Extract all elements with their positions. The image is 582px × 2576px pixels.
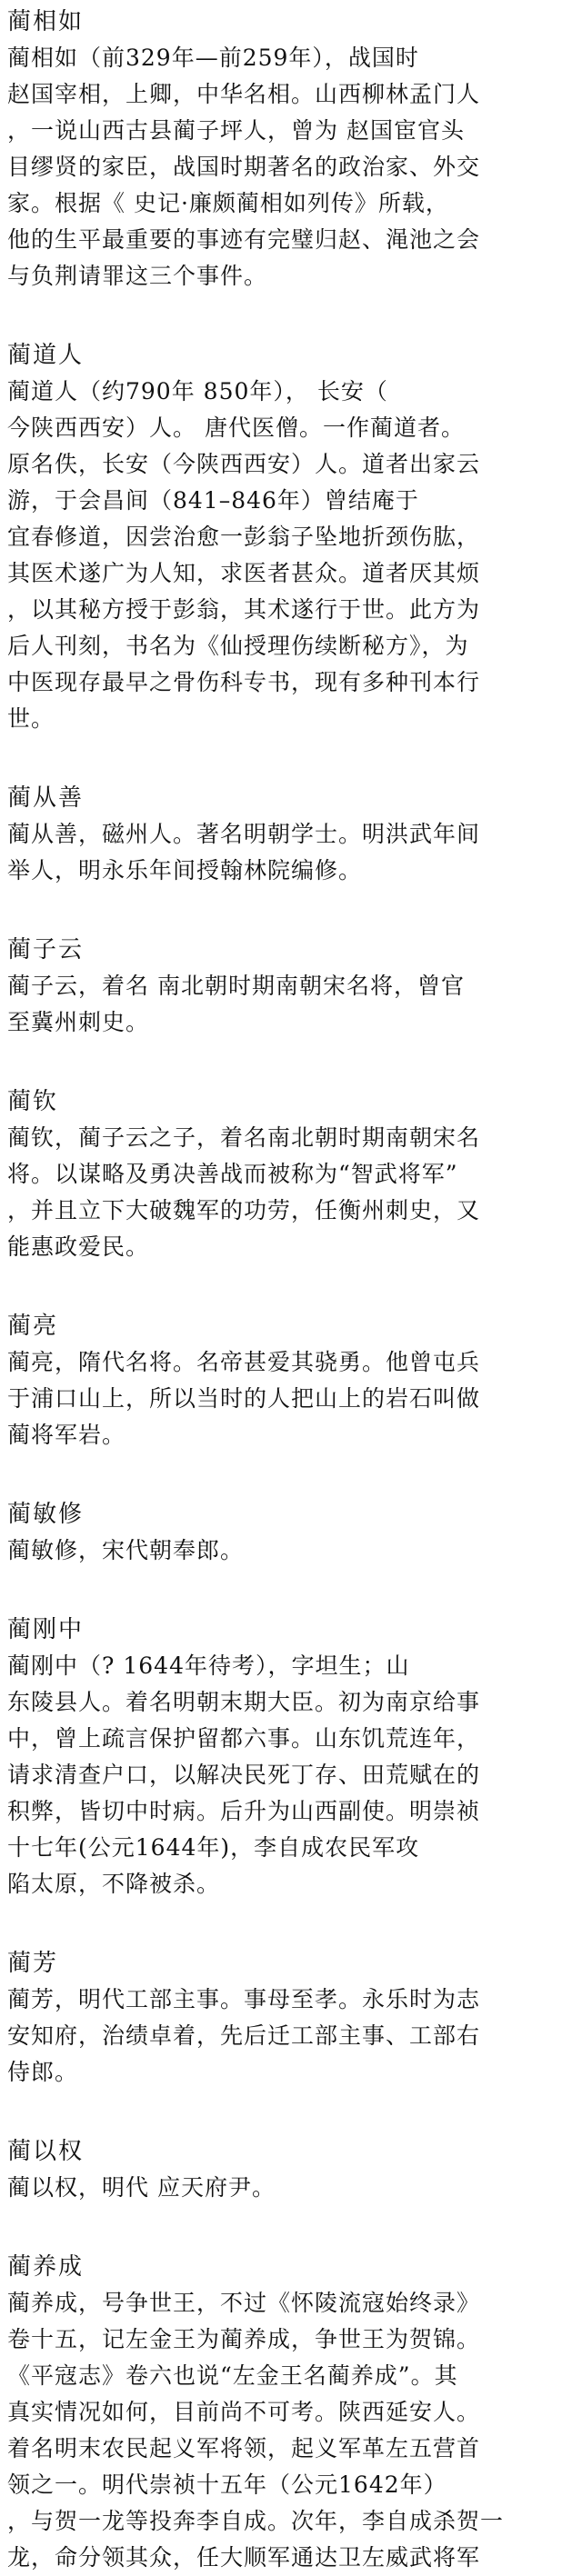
biography-entry bbox=[7, 780, 575, 889]
entry-text-line: 原名佚，长安（今陕西西安）人。道者出家云 bbox=[7, 451, 481, 477]
entry-text-line: 蔺钦，蔺子云之子，着名南北朝时期南朝宋名 bbox=[7, 1124, 481, 1151]
entry-title: 蔺相如 bbox=[7, 8, 85, 35]
entry-body bbox=[7, 968, 575, 1041]
entry-text-line: 领之一。明代崇祯十五年（公元1642年） bbox=[7, 2471, 447, 2498]
entry-text-line: 蔺相如（前329年—前259年），战国时 bbox=[7, 45, 419, 71]
entry-text-line: 至冀州刺史。 bbox=[7, 1009, 150, 1035]
entry-text-line: 蔺从善，磁州人。著名明朝学士。明洪武年间 bbox=[7, 821, 481, 847]
entry-text-line: 《平寇志》卷六也说“左金王名蔺养成”。其 bbox=[7, 2362, 458, 2389]
entry-text-line: 蔺亮，隋代名将。名帝甚爱其骁勇。他曾屯兵 bbox=[7, 1349, 481, 1375]
entry-body bbox=[7, 1344, 575, 1453]
entry-title: 蔺钦 bbox=[7, 1088, 59, 1115]
entry-text-line: 真实情况如何，目前尚不可考。陕西延安人。 bbox=[7, 2399, 481, 2425]
entry-text-line: 龙，命分领其众，任大顺军通达卫左威武将军 bbox=[7, 2544, 481, 2571]
entry-text-line: 其医术遂广为人知，求医者甚众。道者厌其烦 bbox=[7, 560, 481, 586]
biography-entry bbox=[7, 4, 575, 295]
entry-text-line: 请求清查户口，以解决民死丁存、田荒赋在的 bbox=[7, 1762, 481, 1788]
biography-entry bbox=[7, 1945, 575, 2091]
entry-title: 蔺子云 bbox=[7, 936, 85, 964]
entry-text-line: ，并且立下大破魏军的功劳，任衡州刺史，又 bbox=[7, 1197, 481, 1223]
entry-text-line: 能惠政爱民。 bbox=[7, 1233, 150, 1260]
entry-text-line: 中医现存最早之骨伤科专书，现有多种刊本行 bbox=[7, 669, 481, 695]
entry-text-line: 陷太原，不降被杀。 bbox=[7, 1871, 221, 1897]
entry-text-line: 积弊，皆切中时病。后升为山西副使。明崇祯 bbox=[7, 1798, 481, 1824]
entry-title: 蔺以权 bbox=[7, 2138, 85, 2165]
entry-body bbox=[7, 1982, 575, 2091]
biography-entry bbox=[7, 1308, 575, 1453]
entry-text-line: 将。以谋略及勇决善战而被称为“智武将军” bbox=[7, 1161, 458, 1187]
biography-entry bbox=[7, 337, 575, 737]
entry-text-line: 十七年(公元1644年)，李自成农民军攻 bbox=[7, 1834, 420, 1861]
entry-body bbox=[7, 1648, 575, 1902]
entry-text-line: 东陵县人。着名明朝末期大臣。初为南京给事 bbox=[7, 1689, 481, 1715]
entry-text-line: 世。 bbox=[7, 705, 55, 732]
entry-text-line: ，与贺一龙等投奔李自成。次年，李自成杀贺一 bbox=[7, 2508, 505, 2534]
entry-text-line: 蔺刚中（? 1644年待考），字坦生；山 bbox=[7, 1652, 410, 1679]
entry-text-line: 侍郎。 bbox=[7, 2059, 79, 2085]
entry-body bbox=[7, 1120, 575, 1265]
entry-title: 蔺道人 bbox=[7, 342, 85, 369]
entry-text-line: 赵国宰相，上卿，中华名相。山西柳林孟门人 bbox=[7, 81, 481, 107]
entry-text-line: 他的生平最重要的事迹有完璧归赵、渑池之会 bbox=[7, 226, 481, 253]
entry-text-line: 中，曾上疏言保护留都六事。山东饥荒连年， bbox=[7, 1725, 481, 1752]
entry-text-line: 家。根据《 史记·廉颇蔺相如列传》所载， bbox=[7, 190, 449, 216]
entry-title: 蔺刚中 bbox=[7, 1616, 85, 1643]
entry-text-line: 于浦口山上，所以当时的人把山上的岩石叫做 bbox=[7, 1385, 481, 1412]
entry-text-line: ，以其秘方授于彭翁，其术遂行于世。此方为 bbox=[7, 596, 481, 623]
entry-text-line: 蔺敏修，宋代朝奉郎。 bbox=[7, 1537, 245, 1563]
entry-title: 蔺敏修 bbox=[7, 1501, 85, 1528]
entry-text-line: 与负荆请罪这三个事件。 bbox=[7, 263, 268, 289]
entry-text-line: 蔺芳，明代工部主事。事母至孝。永乐时为志 bbox=[7, 1986, 481, 2012]
entry-text-line: 后人刊刻，书名为《仙授理伤续断秘方》，为 bbox=[7, 633, 469, 659]
entry-title: 蔺养成 bbox=[7, 2253, 85, 2281]
biography-entry bbox=[7, 2249, 575, 2576]
entry-body bbox=[7, 374, 575, 737]
entry-body bbox=[7, 1533, 575, 1569]
entry-text-line: 目缪贤的家臣，战国时期著名的政治家、外交 bbox=[7, 154, 481, 180]
entry-body bbox=[7, 2285, 575, 2576]
entry-text-line: 安知府，治绩卓着，先后迁工部主事、工部右 bbox=[7, 2022, 481, 2049]
biography-entry bbox=[7, 932, 575, 1041]
biography-entry bbox=[7, 1612, 575, 1902]
biography-entry bbox=[7, 1083, 575, 1265]
entry-text-line: 举人，明永乐年间授翰林院编修。 bbox=[7, 857, 363, 884]
biography-entry bbox=[7, 1496, 575, 1569]
entry-text-line: 蔺将军岩。 bbox=[7, 1422, 126, 1448]
entry-title: 蔺亮 bbox=[7, 1313, 59, 1340]
entry-text-line: 今陕西西安）人。 唐代医僧。一作蔺道者。 bbox=[7, 414, 465, 441]
entry-text-line: 卷十五，记左金王为蔺养成，争世王为贺锦。 bbox=[7, 2326, 481, 2352]
entry-text-line: 蔺子云，着名 南北朝时期南朝宋名将，曾官 bbox=[7, 973, 465, 999]
entry-text-line: 蔺道人（约790年 850年）， 长安（ bbox=[7, 378, 388, 404]
entry-text-line: 着名明末农民起义军将领，起义军革左五营首 bbox=[7, 2435, 481, 2461]
entry-text-line: ，一说山西古县蔺子坪人，曾为 赵国宦官头 bbox=[7, 117, 465, 144]
entry-body bbox=[7, 816, 575, 889]
entry-title: 蔺芳 bbox=[7, 1950, 59, 1977]
entry-body bbox=[7, 40, 575, 295]
entry-text-line: 游，于会昌间（841–846年）曾结庵于 bbox=[7, 487, 419, 514]
entry-body bbox=[7, 2170, 575, 2206]
entry-title: 蔺从善 bbox=[7, 784, 85, 812]
entry-text-line: 蔺养成，号争世王，不过《怀陵流寇始终录》 bbox=[7, 2290, 481, 2316]
biography-entry bbox=[7, 2133, 575, 2206]
entry-text-line: 宜春修道，因尝治愈一彭翁子坠地折颈伤肱， bbox=[7, 524, 481, 550]
entry-text-line: 蔺以权，明代 应天府尹。 bbox=[7, 2174, 276, 2201]
